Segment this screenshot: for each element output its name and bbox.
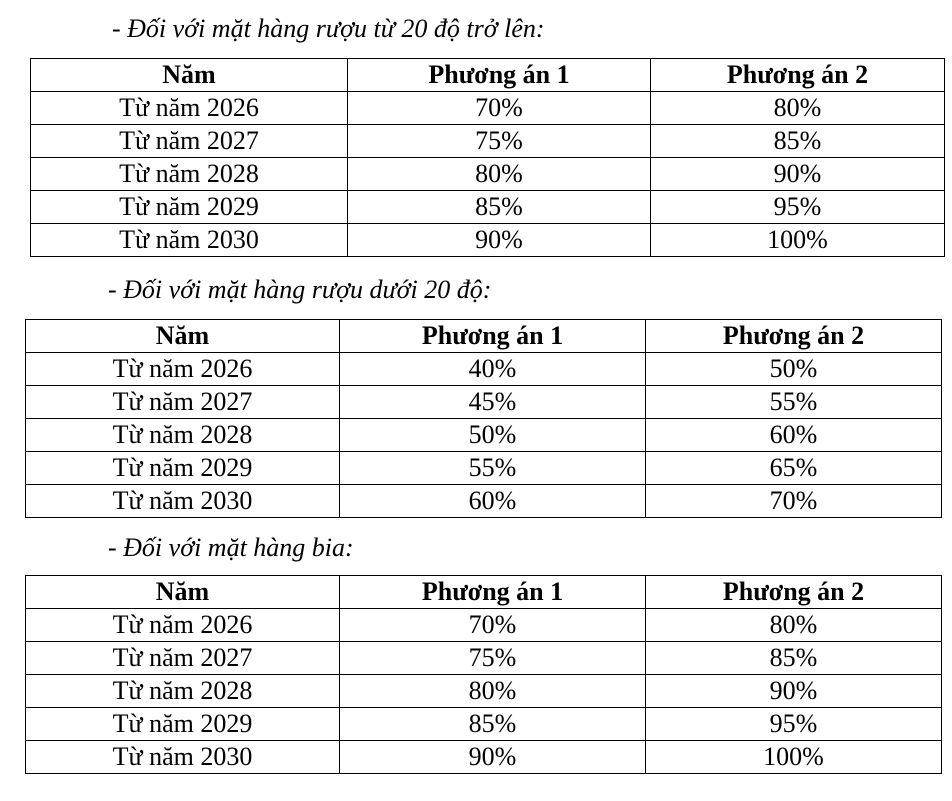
option-2-cell: 85% xyxy=(651,125,945,158)
table-row xyxy=(26,609,942,642)
table-row xyxy=(26,452,942,485)
table-row xyxy=(26,386,942,419)
option-2-cell: 100% xyxy=(646,741,942,774)
table-row xyxy=(26,485,942,518)
year-cell: Từ năm 2027 xyxy=(26,386,340,419)
table-row xyxy=(26,419,942,452)
option-1-cell: 75% xyxy=(348,125,651,158)
option-1-cell: 85% xyxy=(348,191,651,224)
option-2-cell: 80% xyxy=(651,92,945,125)
table-row xyxy=(31,224,945,257)
option-1-cell: 50% xyxy=(340,419,646,452)
rate-table-spirits-under-20 xyxy=(25,319,942,518)
option-2-cell: 70% xyxy=(646,485,942,518)
column-header: Phương án 2 xyxy=(646,576,942,609)
column-header: Năm xyxy=(31,59,348,92)
section-heading-beer: - Đối với mặt hàng bia: xyxy=(108,533,354,562)
option-1-cell: 45% xyxy=(340,386,646,419)
table-row xyxy=(31,191,945,224)
rate-table-beer xyxy=(25,575,942,774)
table-header-row xyxy=(26,320,942,353)
table-row xyxy=(26,675,942,708)
table-row xyxy=(26,708,942,741)
year-cell: Từ năm 2028 xyxy=(26,675,340,708)
option-1-cell: 70% xyxy=(348,92,651,125)
table-row xyxy=(31,92,945,125)
year-cell: Từ năm 2030 xyxy=(26,741,340,774)
table-header-row xyxy=(31,59,945,92)
option-2-cell: 55% xyxy=(646,386,942,419)
year-cell: Từ năm 2026 xyxy=(26,609,340,642)
option-1-cell: 90% xyxy=(348,224,651,257)
column-header: Phương án 2 xyxy=(651,59,945,92)
option-2-cell: 90% xyxy=(651,158,945,191)
year-cell: Từ năm 2028 xyxy=(26,419,340,452)
rate-table-spirits-20-plus xyxy=(30,58,945,257)
option-2-cell: 85% xyxy=(646,642,942,675)
year-cell: Từ năm 2029 xyxy=(26,452,340,485)
section-heading-spirits-20-plus: - Đối với mặt hàng rượu từ 20 độ trở lên: xyxy=(112,14,545,43)
option-2-cell: 90% xyxy=(646,675,942,708)
option-2-cell: 95% xyxy=(646,708,942,741)
year-cell: Từ năm 2027 xyxy=(31,125,348,158)
option-1-cell: 40% xyxy=(340,353,646,386)
option-2-cell: 100% xyxy=(651,224,945,257)
option-1-cell: 90% xyxy=(340,741,646,774)
table-row xyxy=(31,125,945,158)
option-2-cell: 95% xyxy=(651,191,945,224)
year-cell: Từ năm 2028 xyxy=(31,158,348,191)
column-header: Phương án 2 xyxy=(646,320,942,353)
table-row xyxy=(26,353,942,386)
table-header-row xyxy=(26,576,942,609)
year-cell: Từ năm 2026 xyxy=(31,92,348,125)
column-header: Phương án 1 xyxy=(340,320,646,353)
option-2-cell: 65% xyxy=(646,452,942,485)
year-cell: Từ năm 2029 xyxy=(31,191,348,224)
column-header: Năm xyxy=(26,320,340,353)
option-1-cell: 70% xyxy=(340,609,646,642)
option-2-cell: 50% xyxy=(646,353,942,386)
option-1-cell: 75% xyxy=(340,642,646,675)
option-2-cell: 60% xyxy=(646,419,942,452)
year-cell: Từ năm 2030 xyxy=(26,485,340,518)
option-1-cell: 80% xyxy=(340,675,646,708)
option-1-cell: 60% xyxy=(340,485,646,518)
year-cell: Từ năm 2026 xyxy=(26,353,340,386)
option-1-cell: 55% xyxy=(340,452,646,485)
year-cell: Từ năm 2027 xyxy=(26,642,340,675)
option-1-cell: 80% xyxy=(348,158,651,191)
table-row xyxy=(31,158,945,191)
year-cell: Từ năm 2029 xyxy=(26,708,340,741)
table-row xyxy=(26,741,942,774)
column-header: Phương án 1 xyxy=(348,59,651,92)
table-row xyxy=(26,642,942,675)
column-header: Năm xyxy=(26,576,340,609)
section-heading-spirits-under-20: - Đối với mặt hàng rượu dưới 20 độ: xyxy=(108,275,492,304)
column-header: Phương án 1 xyxy=(340,576,646,609)
option-1-cell: 85% xyxy=(340,708,646,741)
option-2-cell: 80% xyxy=(646,609,942,642)
year-cell: Từ năm 2030 xyxy=(31,224,348,257)
